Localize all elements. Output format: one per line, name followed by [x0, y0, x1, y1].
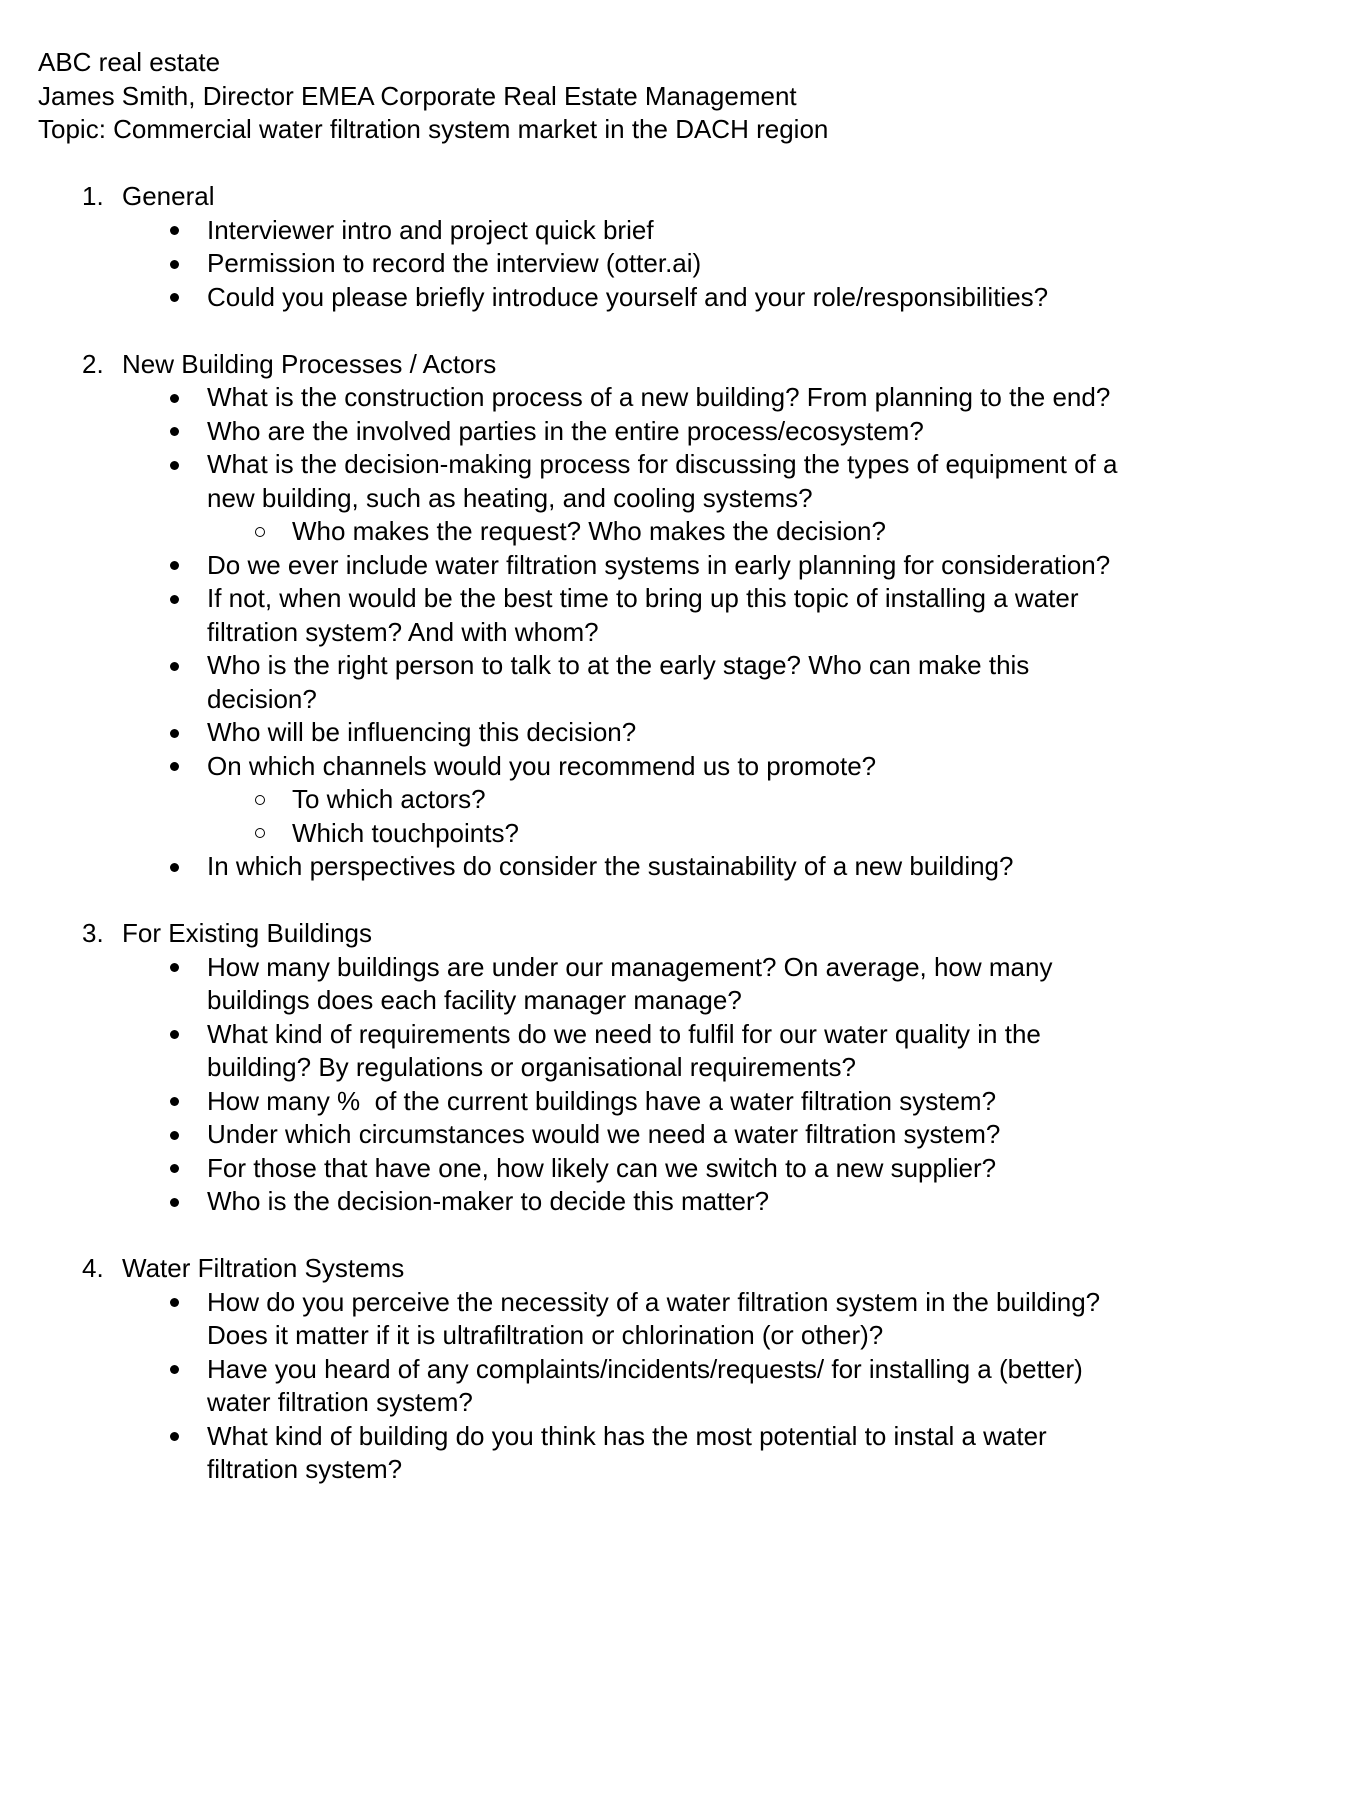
header-author: James Smith, Director EMEA Corporate Real Estate Management: [38, 80, 797, 111]
sub-question-item: [0, 783, 1128, 817]
question-item: [0, 415, 1128, 449]
sub-question-text: Which touchpoints?: [292, 817, 519, 848]
question-item: [0, 1420, 1128, 1487]
outline-section: [0, 917, 1368, 1219]
question-text: Under which circumstances would we need a water filtration system?: [207, 1119, 1001, 1149]
header-topic: Topic: Commercial water filtration system market in the DACH region: [38, 114, 829, 144]
question-text: Could you please briefly introduce yourself and your role/responsibilities?: [207, 281, 1049, 312]
bullet-icon: [170, 1432, 179, 1441]
question-item: [0, 649, 1128, 716]
bullet-icon: [170, 260, 179, 269]
question-item: [0, 214, 1128, 248]
question-item: [0, 1118, 1128, 1152]
question-text: On which channels would you recommend us to promote?: [207, 750, 877, 781]
sub-question-item: [0, 515, 1128, 549]
question-text: Who will be influencing this decision?: [207, 717, 637, 747]
sub-question-text: Who makes the request? Who makes the decision?: [292, 516, 886, 546]
section-title: For Existing Buildings: [122, 918, 372, 948]
bullet-icon: [170, 1365, 179, 1374]
question-item: [0, 716, 1128, 750]
question-text: For those that have one, how likely can we switch to a new supplier?: [207, 1152, 997, 1183]
question-item: [0, 951, 1128, 1018]
bullet-icon: [170, 762, 179, 771]
question-item: [0, 381, 1128, 415]
bullet-icon: [170, 394, 179, 403]
bullet-icon: [170, 595, 179, 604]
section-number: 4.: [82, 1253, 104, 1283]
outline-section: [0, 348, 1368, 884]
bullet-icon: [170, 963, 179, 972]
bullet-icon: [170, 293, 179, 302]
question-text: How many buildings are under our management? On average, how many buildings does each facility manager manage?: [207, 951, 1060, 1015]
question-text: What is the construction process of a new building? From planning to the end?: [207, 382, 1111, 412]
question-text: How many % of the current buildings have a water filtration system?: [207, 1085, 997, 1116]
question-text: What kind of requirements do we need to fulfil for our water quality in the building? By regulations or organisational requirements?: [207, 1018, 1049, 1082]
section-heading: [0, 348, 1368, 382]
header-company: ABC real estate: [38, 47, 221, 77]
outline-section: [0, 180, 1368, 314]
question-text: In which perspectives do consider the sustainability of a new building?: [207, 851, 1014, 881]
question-item: [0, 1353, 1128, 1420]
question-text: Who is the right person to talk to at the early stage? Who can make this decision?: [207, 650, 1037, 714]
question-item: [0, 281, 1128, 315]
question-text: Do we ever include water filtration systems in early planning for consideration?: [207, 549, 1111, 580]
bullet-icon: [170, 561, 179, 570]
question-text: What is the decision-making process for discussing the types of equipment of a new building, such as heating, and cooling systems?: [207, 449, 1125, 513]
question-item: [0, 850, 1128, 884]
sub-question-item: [0, 817, 1128, 851]
question-item: [0, 582, 1128, 649]
question-item: [0, 750, 1128, 784]
question-item: [0, 549, 1128, 583]
bullet-icon: [170, 1164, 179, 1173]
section-title: New Building Processes / Actors: [122, 348, 497, 379]
sub-bullet-icon: [255, 828, 265, 838]
question-text: What kind of building do you think has the most potential to instal a water filtration system?: [207, 1420, 1054, 1484]
bullet-icon: [170, 863, 179, 872]
bullet-icon: [170, 461, 179, 470]
section-number: 1.: [82, 181, 104, 211]
section-title: General: [122, 181, 215, 211]
question-text: Who is the decision-maker to decide this matter?: [207, 1186, 770, 1216]
sub-bullet-icon: [255, 527, 265, 537]
question-text: Interviewer intro and project quick brief: [207, 214, 654, 245]
question-item: [0, 1286, 1128, 1353]
outline-sections: [0, 180, 1368, 1487]
section-number: 3.: [82, 918, 104, 948]
outline-section: [0, 1252, 1368, 1487]
question-item: [0, 1185, 1128, 1219]
question-item: [0, 1018, 1128, 1085]
bullet-icon: [170, 427, 179, 436]
question-text: How do you perceive the necessity of a water filtration system in the building? Does it matter if it is ultrafiltration or chlorination (or other)?: [207, 1286, 1108, 1350]
sub-bullet-icon: [255, 795, 265, 805]
section-heading: [0, 917, 1368, 951]
question-item: [0, 1152, 1128, 1186]
sub-question-text: To which actors?: [292, 784, 486, 814]
bullet-icon: [170, 226, 179, 235]
question-text: Permission to record the interview (otter.ai): [207, 248, 702, 278]
bullet-icon: [170, 662, 179, 671]
document-header: [38, 46, 1368, 147]
question-item: [0, 247, 1128, 281]
question-item: [0, 1085, 1128, 1119]
bullet-icon: [170, 1298, 179, 1307]
section-title: Water Filtration Systems: [122, 1253, 405, 1283]
bullet-icon: [170, 1198, 179, 1207]
section-heading: [0, 1252, 1368, 1286]
bullet-icon: [170, 1131, 179, 1140]
question-text: Who are the involved parties in the entire process/ecosystem?: [207, 415, 924, 446]
bullet-icon: [170, 1030, 179, 1039]
question-item: [0, 448, 1128, 515]
bullet-icon: [170, 729, 179, 738]
section-number: 2.: [82, 348, 104, 379]
question-text: If not, when would be the best time to bring up this topic of installing a water filtration system? And with whom?: [207, 583, 1086, 647]
question-text: Have you heard of any complaints/incidents/requests/ for installing a (better) water filtration system?: [207, 1353, 1091, 1417]
bullet-icon: [170, 1097, 179, 1106]
section-heading: [0, 180, 1368, 214]
